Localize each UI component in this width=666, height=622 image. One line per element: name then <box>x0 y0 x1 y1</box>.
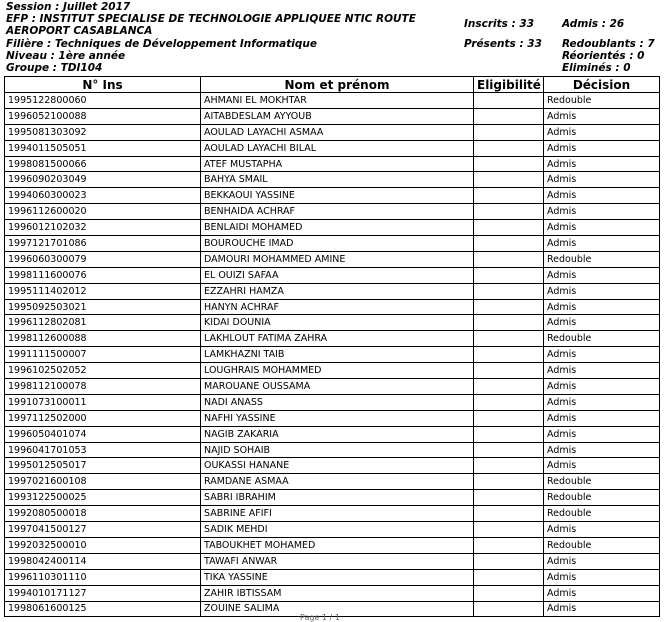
table-row <box>5 410 660 426</box>
table-row <box>5 506 660 522</box>
table-row <box>5 426 660 442</box>
cell-name: LAMKHAZNI TAIB <box>201 347 474 363</box>
cell-name: AOULAD LAYACHI BILAL <box>201 140 474 156</box>
cell-eligibility <box>474 426 544 442</box>
cell-name: TIKA YASSINE <box>201 569 474 585</box>
cell-decision: Admis <box>544 363 660 379</box>
table-row <box>5 299 660 315</box>
table-row <box>5 251 660 267</box>
table-row <box>5 474 660 490</box>
cell-decision: Redouble <box>544 251 660 267</box>
groupe-label: Groupe : TDI104 <box>6 62 103 74</box>
cell-eligibility <box>474 140 544 156</box>
cell-decision: Admis <box>544 236 660 252</box>
cell-name: MAROUANE OUSSAMA <box>201 379 474 395</box>
table-row <box>5 204 660 220</box>
cell-num: 1997041500127 <box>5 522 201 538</box>
cell-name: OUKASSI HANANE <box>201 458 474 474</box>
cell-num: 1993122500025 <box>5 490 201 506</box>
cell-decision: Redouble <box>544 331 660 347</box>
cell-num: 1998081500066 <box>5 156 201 172</box>
table-row <box>5 188 660 204</box>
niveau-label: Niveau : 1ère année <box>6 50 126 62</box>
table-row <box>5 394 660 410</box>
cell-num: 1996110301110 <box>5 569 201 585</box>
cell-name: SABRI IBRAHIM <box>201 490 474 506</box>
table-row <box>5 108 660 124</box>
cell-decision: Admis <box>544 283 660 299</box>
cell-num: 1998111600076 <box>5 267 201 283</box>
cell-name: BAHYA SMAIL <box>201 172 474 188</box>
cell-eligibility <box>474 93 544 109</box>
admis-label: Admis : 26 <box>562 18 625 30</box>
cell-name: BENHAIDA ACHRAF <box>201 204 474 220</box>
page-footer: Page 1 / 1 <box>300 613 340 622</box>
cell-name: NADI ANASS <box>201 394 474 410</box>
column-header-decision: Décision <box>544 77 660 93</box>
cell-eligibility <box>474 458 544 474</box>
filiere-label: Filière : Techniques de Développement Informatique <box>6 38 317 50</box>
cell-eligibility <box>474 236 544 252</box>
cell-num: 1996102502052 <box>5 363 201 379</box>
cell-eligibility <box>474 490 544 506</box>
cell-num: 1992080500018 <box>5 506 201 522</box>
cell-eligibility <box>474 474 544 490</box>
table-row <box>5 537 660 553</box>
cell-decision: Admis <box>544 140 660 156</box>
efp-label: EFP : INSTITUT SPECIALISE DE TECHNOLOGIE APPLIQUEE NTIC ROUTE AEROPORT CASABLANCA <box>6 13 416 37</box>
cell-decision: Admis <box>544 553 660 569</box>
table-row <box>5 156 660 172</box>
cell-decision: Admis <box>544 188 660 204</box>
cell-decision: Admis <box>544 569 660 585</box>
table-row <box>5 236 660 252</box>
reorientes-label: Réorientés : 0 <box>562 50 645 62</box>
cell-num: 1995111402012 <box>5 283 201 299</box>
cell-name: DAMOURI MOHAMMED AMINE <box>201 251 474 267</box>
cell-num: 1997112502000 <box>5 410 201 426</box>
table-row <box>5 283 660 299</box>
cell-eligibility <box>474 442 544 458</box>
cell-num: 1994011505051 <box>5 140 201 156</box>
cell-num: 1996112600020 <box>5 204 201 220</box>
cell-name: BENLAIDI MOHAMED <box>201 220 474 236</box>
elimines-label: Eliminés : 0 <box>562 62 631 74</box>
cell-eligibility <box>474 522 544 538</box>
cell-decision: Redouble <box>544 93 660 109</box>
cell-name: SABRINE AFIFI <box>201 506 474 522</box>
column-header-num: N° Ins <box>5 77 201 93</box>
cell-eligibility <box>474 347 544 363</box>
cell-eligibility <box>474 108 544 124</box>
cell-eligibility <box>474 283 544 299</box>
cell-num: 1998042400114 <box>5 553 201 569</box>
cell-name: AOULAD LAYACHI ASMAA <box>201 124 474 140</box>
cell-eligibility <box>474 204 544 220</box>
table-row <box>5 172 660 188</box>
cell-name: NAGIB ZAKARIA <box>201 426 474 442</box>
table-row <box>5 585 660 601</box>
cell-decision: Admis <box>544 442 660 458</box>
table-row <box>5 553 660 569</box>
cell-decision: Redouble <box>544 537 660 553</box>
cell-eligibility <box>474 537 544 553</box>
cell-decision: Admis <box>544 410 660 426</box>
cell-decision: Admis <box>544 585 660 601</box>
table-header-row <box>5 77 660 93</box>
cell-name: SADIK MEHDI <box>201 522 474 538</box>
cell-decision: Admis <box>544 347 660 363</box>
cell-num: 1994010171127 <box>5 585 201 601</box>
cell-decision: Admis <box>544 156 660 172</box>
column-header-name: Nom et prénom <box>201 77 474 93</box>
cell-num: 1998112100078 <box>5 379 201 395</box>
table-row <box>5 363 660 379</box>
cell-eligibility <box>474 394 544 410</box>
cell-decision: Admis <box>544 315 660 331</box>
cell-name: LAKHLOUT FATIMA ZAHRA <box>201 331 474 347</box>
cell-decision: Admis <box>544 172 660 188</box>
cell-eligibility <box>474 172 544 188</box>
cell-eligibility <box>474 315 544 331</box>
cell-num: 1996050401074 <box>5 426 201 442</box>
cell-num: 1991073100011 <box>5 394 201 410</box>
cell-decision: Redouble <box>544 506 660 522</box>
table-row <box>5 490 660 506</box>
cell-eligibility <box>474 410 544 426</box>
table-row <box>5 267 660 283</box>
cell-num: 1998112600088 <box>5 331 201 347</box>
cell-name: EZZAHRI HAMZA <box>201 283 474 299</box>
cell-decision: Admis <box>544 458 660 474</box>
table-row <box>5 331 660 347</box>
cell-name: EL OUIZI SAFAA <box>201 267 474 283</box>
cell-decision: Admis <box>544 108 660 124</box>
cell-decision: Admis <box>544 204 660 220</box>
cell-num: 1996060300079 <box>5 251 201 267</box>
cell-num: 1995081303092 <box>5 124 201 140</box>
table-row <box>5 569 660 585</box>
table-row <box>5 522 660 538</box>
cell-num: 1996112802081 <box>5 315 201 331</box>
cell-eligibility <box>474 188 544 204</box>
cell-eligibility <box>474 299 544 315</box>
cell-eligibility <box>474 124 544 140</box>
cell-num: 1994060300023 <box>5 188 201 204</box>
table-row <box>5 93 660 109</box>
cell-num: 1997021600108 <box>5 474 201 490</box>
table-row <box>5 458 660 474</box>
cell-eligibility <box>474 220 544 236</box>
cell-decision: Admis <box>544 601 660 617</box>
cell-name: LOUGHRAIS MOHAMMED <box>201 363 474 379</box>
cell-num: 1995012505017 <box>5 458 201 474</box>
results-table <box>4 76 660 617</box>
cell-decision: Admis <box>544 299 660 315</box>
cell-eligibility <box>474 506 544 522</box>
table-row <box>5 315 660 331</box>
cell-num: 1995122800060 <box>5 93 201 109</box>
presents-label: Présents : 33 <box>464 38 542 50</box>
cell-decision: Admis <box>544 394 660 410</box>
table-row <box>5 220 660 236</box>
cell-decision: Admis <box>544 124 660 140</box>
cell-name: TABOUKHET MOHAMED <box>201 537 474 553</box>
table-row <box>5 347 660 363</box>
cell-eligibility <box>474 363 544 379</box>
session-label: Session : Juillet 2017 <box>6 1 131 13</box>
cell-decision: Admis <box>544 220 660 236</box>
cell-num: 1991111500007 <box>5 347 201 363</box>
cell-decision: Redouble <box>544 474 660 490</box>
cell-name: BEKKAOUI YASSINE <box>201 188 474 204</box>
cell-num: 1996052100088 <box>5 108 201 124</box>
cell-name: ATEF MUSTAPHA <box>201 156 474 172</box>
cell-decision: Redouble <box>544 490 660 506</box>
table-row <box>5 442 660 458</box>
cell-num: 1995092503021 <box>5 299 201 315</box>
cell-eligibility <box>474 553 544 569</box>
cell-decision: Admis <box>544 426 660 442</box>
cell-num: 1997121701086 <box>5 236 201 252</box>
cell-eligibility <box>474 156 544 172</box>
table-row <box>5 124 660 140</box>
cell-num: 1996090203049 <box>5 172 201 188</box>
cell-num: 1996012102032 <box>5 220 201 236</box>
cell-name: ZAHIR IBTISSAM <box>201 585 474 601</box>
cell-name: BOUROUCHE IMAD <box>201 236 474 252</box>
cell-name: AITABDESLAM AYYOUB <box>201 108 474 124</box>
cell-num: 1992032500010 <box>5 537 201 553</box>
cell-name: NAFHI YASSINE <box>201 410 474 426</box>
cell-name: RAMDANE ASMAA <box>201 474 474 490</box>
cell-eligibility <box>474 331 544 347</box>
cell-name: TAWAFI ANWAR <box>201 553 474 569</box>
table-row <box>5 379 660 395</box>
cell-eligibility <box>474 585 544 601</box>
column-header-eligibility: Eligibilité <box>474 77 544 93</box>
redoublants-label: Redoublants : 7 <box>562 38 655 50</box>
cell-eligibility <box>474 267 544 283</box>
cell-decision: Admis <box>544 267 660 283</box>
cell-decision: Admis <box>544 379 660 395</box>
cell-num: 1996041701053 <box>5 442 201 458</box>
cell-decision: Admis <box>544 522 660 538</box>
cell-eligibility <box>474 601 544 617</box>
table-row <box>5 140 660 156</box>
cell-name: KIDAI DOUNIA <box>201 315 474 331</box>
cell-name: HANYN ACHRAF <box>201 299 474 315</box>
cell-num: 1998061600125 <box>5 601 201 617</box>
cell-eligibility <box>474 251 544 267</box>
cell-name: ZOUINE SALIMA <box>201 601 474 617</box>
cell-eligibility <box>474 569 544 585</box>
cell-name: NAJID SOHAIB <box>201 442 474 458</box>
inscrits-label: Inscrits : 33 <box>464 18 535 30</box>
cell-name: AHMANI EL MOKHTAR <box>201 93 474 109</box>
cell-eligibility <box>474 379 544 395</box>
